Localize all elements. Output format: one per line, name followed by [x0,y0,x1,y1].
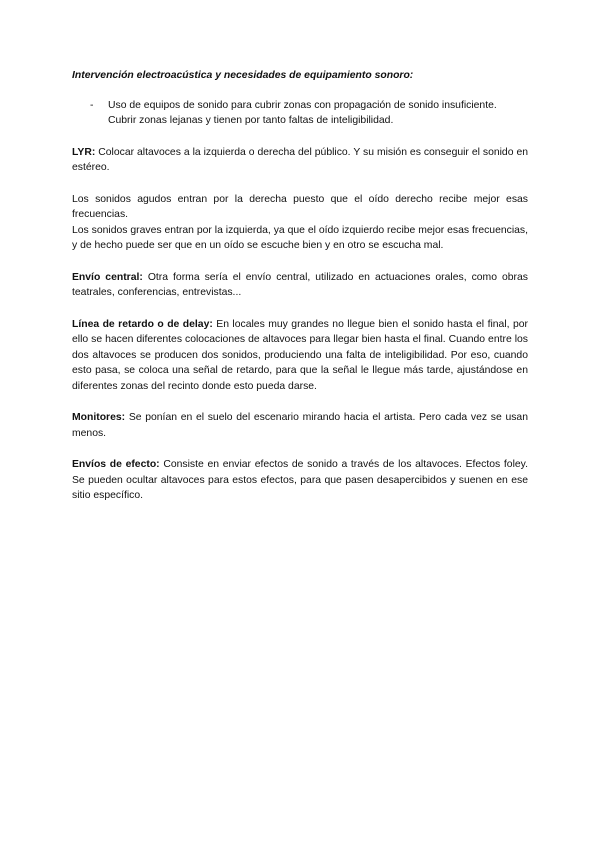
paragraph-agudos: Los sonidos agudos entran por la derecha puesto que el oído derecho recibe mejor esas frecuencias. [72,193,528,220]
paragraph-envio-central [72,270,528,301]
envios-efecto-label: Envíos de efecto: [72,459,160,470]
linea-retardo-label: Línea de retardo o de delay: [72,318,213,330]
paragraph-lyr [72,145,528,176]
paragraph-graves: Los sonidos graves entran por la izquierda, ya que el oído izquierdo recibe mejor esas frecuencias, y de hecho puede ser que en un oído se escuche bien y en otro se escucha mal. [72,224,528,251]
paragraph-linea-retardo [72,317,528,395]
linea-retardo-text: En locales muy grandes no llegue bien el sonido hasta el final, por ello se hacen diferentes colocaciones de altavoces para llegar bien hasta el final. Cuando entre los dos altavoces se producen dos sonidos, produciendo una falta de inteligibilidad. Por eso, cuando esto pasa, se coloca una señal de retardo, para que la señal le llegue más tarde, ajustándose en diferentes zonas del recinto donde esto pueda darse. [72,318,528,392]
paragraph-monitores [72,410,528,441]
envios-efecto-text: Consiste en enviar efectos de sonido a través de los altavoces. Efectos foley. Se pueden ocultar altavoces para estos efectos, para que pasen desapercibidos y suenen en ese sitio específico. [72,459,528,501]
bullet-marker: - [90,99,94,111]
envio-central-label: Envío central: [72,271,143,283]
lyr-label: LYR: [72,146,96,158]
lyr-text: Colocar altavoces a la izquierda o derecha del público. Y su misión es conseguir el sonido en estéreo. [72,146,528,173]
document-page [72,68,528,504]
monitores-label: Monitores: [72,412,126,423]
envio-central-text: Otra forma sería el envío central, utilizado en actuaciones orales, como obras teatrales, conferencias, entrevistas... [72,271,528,298]
bullet-line-1: Uso de equipos de sonido para cubrir zonas con propagación de sonido insuficiente. [108,99,497,111]
bullet-line-2: Cubrir zonas lejanas y tienen por tanto faltas de inteligibilidad. [108,115,394,126]
bullet-item [72,98,528,129]
section-heading: Intervención electroacústica y necesidades de equipamiento sonoro: [72,70,414,81]
monitores-text: Se ponían en el suelo del escenario mirando hacia el artista. Pero cada vez se usan menos. [72,412,528,439]
paragraph-envios-efecto [72,457,528,504]
